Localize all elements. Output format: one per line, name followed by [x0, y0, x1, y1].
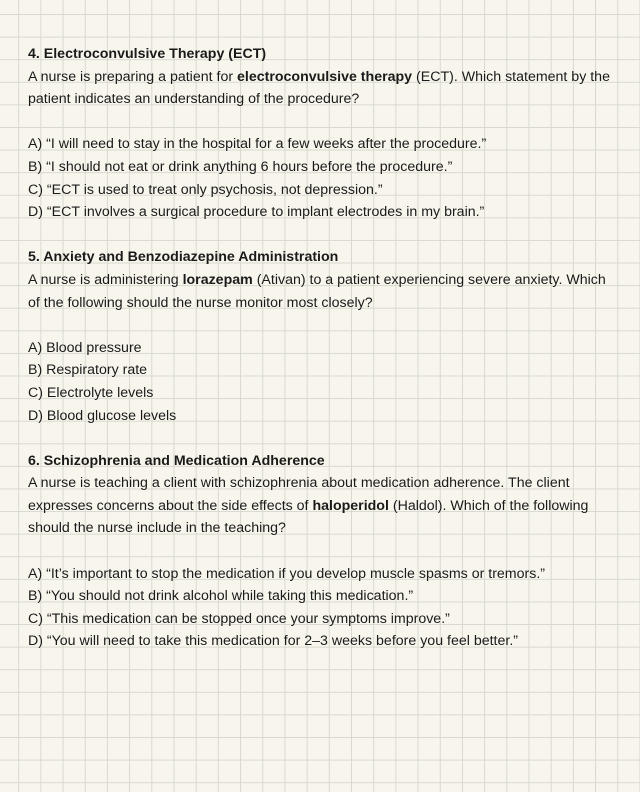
- answer-option-b: B) “I should not eat or drink anything 6 hours before the procedure.”: [28, 158, 453, 175]
- question-key-term: lorazepam: [182, 271, 253, 288]
- question-text: [28, 472, 618, 540]
- spacer: [28, 111, 618, 134]
- answer-option-c: C) “ECT is used to treat only psychosis, not depression.”: [28, 181, 383, 198]
- answer-option-a: A) “It’s important to stop the medication if you develop muscle spasms or tremors.”: [28, 565, 545, 582]
- answer-options: [28, 133, 618, 223]
- answer-options: [28, 563, 618, 653]
- answer-option-c: C) Electrolyte levels: [28, 384, 154, 401]
- section-title: 6. Schizophrenia and Medication Adherence: [28, 452, 325, 469]
- answer-option-c: C) “This medication can be stopped once your symptoms improve.”: [28, 610, 450, 627]
- question-text-after: (Ativan) to a patient experiencing severe anxiety. Which of the following should the nurse monitor most closely?: [28, 271, 606, 311]
- spacer: [28, 540, 618, 563]
- quiz-page: [28, 43, 618, 653]
- question-text: [28, 66, 618, 111]
- spacer: [28, 314, 618, 337]
- question-text-after: (ECT). Which statement by the patient indicates an understanding of the procedure?: [28, 68, 610, 108]
- question-section-5: [28, 246, 618, 449]
- question-section-4: [28, 43, 618, 246]
- question-text-before: A nurse is preparing a patient for: [28, 68, 237, 85]
- answer-option-d: D) Blood glucose levels: [28, 407, 177, 424]
- answer-option-d: D) “ECT involves a surgical procedure to implant electrodes in my brain.”: [28, 204, 485, 221]
- question-section-6: [28, 450, 618, 653]
- answer-option-a: A) Blood pressure: [28, 339, 142, 356]
- answer-options: [28, 337, 618, 427]
- section-title: 5. Anxiety and Benzodiazepine Administration: [28, 249, 339, 266]
- spacer: [28, 224, 618, 247]
- question-text-before: A nurse is administering: [28, 271, 183, 288]
- question-key-term: haloperidol: [312, 497, 389, 514]
- question-text: [28, 269, 618, 314]
- spacer: [28, 427, 618, 450]
- question-text-after: (Haldol). Which of the following should the nurse include in the teaching?: [28, 497, 589, 537]
- answer-option-b: B) “You should not drink alcohol while taking this medication.”: [28, 588, 414, 605]
- question-text-before: A nurse is teaching a client with schizophrenia about medication adherence. The client expresses concerns about the side effects of: [28, 475, 570, 514]
- answer-option-d: D) “You will need to take this medication for 2–3 weeks before you feel better.”: [28, 633, 519, 650]
- question-key-term: electroconvulsive therapy: [237, 68, 413, 85]
- section-title: 4. Electroconvulsive Therapy (ECT): [28, 46, 267, 62]
- answer-option-b: B) Respiratory rate: [28, 362, 148, 379]
- answer-option-a: A) “I will need to stay in the hospital for a few weeks after the procedure.”: [28, 136, 487, 153]
